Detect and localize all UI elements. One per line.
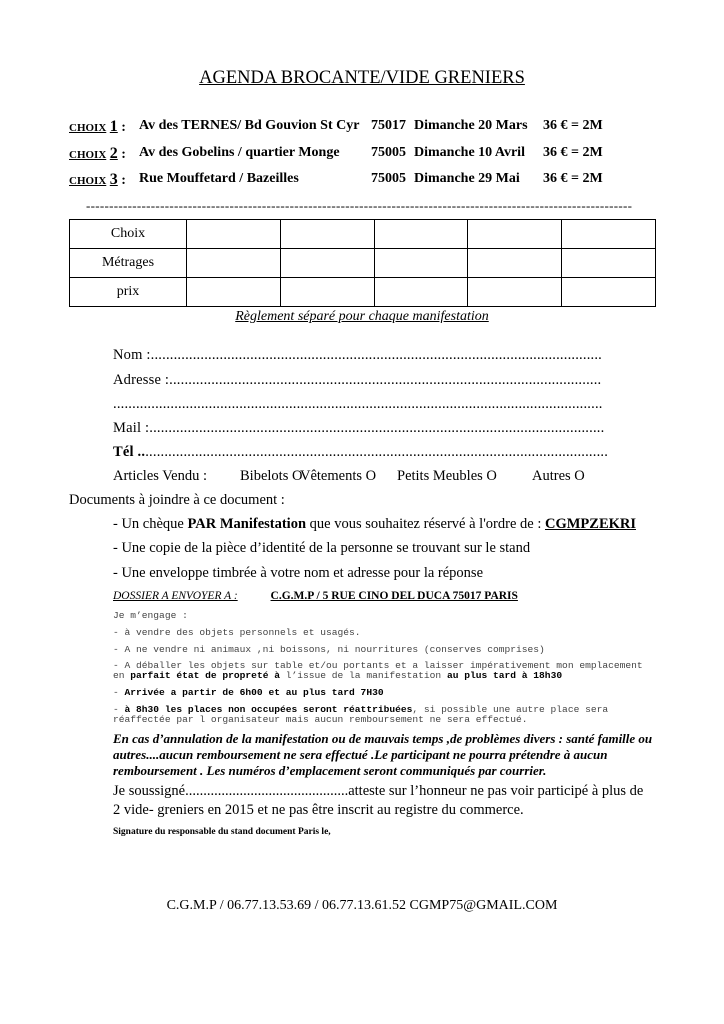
- choice-number: 2: [109, 145, 118, 162]
- cheque-mid: que vous souhaitez réservé à l'ordre de :: [306, 516, 545, 532]
- selection-table: [69, 219, 656, 307]
- option-vetements[interactable]: Vêtements O: [300, 468, 377, 484]
- choice-separator: :: [121, 147, 126, 162]
- tel-label: Tél ..: [113, 444, 146, 460]
- table-cell[interactable]: [187, 278, 281, 307]
- choice-date: Dimanche 29 Mai: [414, 171, 520, 186]
- engagement-intro: Je m’engage :: [113, 610, 188, 621]
- tel-dots: .........................................................................................................................: [145, 444, 609, 460]
- choice-postcode: 75017: [371, 118, 406, 133]
- engagement-item: - A ne vendre ni animaux ,ni boissons, ni nourritures (conserves comprises): [113, 644, 545, 655]
- adresse-field[interactable]: Adresse :.................................................................................................................: [113, 372, 602, 388]
- dossier-address: C.G.M.P / 5 RUE CINO DEL DUCA 75017 PARIS: [270, 590, 518, 602]
- table-cell[interactable]: [468, 249, 562, 278]
- documents-intro: Documents à joindre à ce document :: [69, 492, 285, 508]
- table-row: [70, 220, 656, 249]
- choice-location: Rue Mouffetard / Bazeilles: [139, 171, 299, 186]
- choice-line-2: [69, 145, 659, 163]
- table-cell[interactable]: [562, 278, 656, 307]
- table-cell[interactable]: [374, 249, 468, 278]
- page-title: AGENDA BROCANTE/VIDE GRENIERS: [199, 68, 525, 88]
- mail-field[interactable]: Mail :.......................................................................................................................: [113, 420, 605, 436]
- table-cell[interactable]: [468, 278, 562, 307]
- table-cell[interactable]: [468, 220, 562, 249]
- item3-mid: l’issue de la manifestation: [279, 670, 447, 681]
- item4-bold: Arrivée a partir de 6h00 et au plus tard 7H30: [124, 687, 384, 698]
- cheque-bold: PAR Manifestation: [187, 516, 307, 532]
- choice-price: 36 € = 2M: [543, 118, 603, 133]
- doc-item-cheque: [113, 516, 636, 533]
- table-cell[interactable]: [374, 278, 468, 307]
- engagement-item-3-line1: - A déballer les objets sur table et/ou portants et a laisser impérativement mon emplacement: [113, 660, 643, 671]
- choice-price: 36 € = 2M: [543, 171, 603, 186]
- dossier-label: DOSSIER A ENVOYER A :: [113, 590, 238, 602]
- cancellation-warning: En cas d’annulation de la manifestation ou de mauvais temps ,de problèmes divers : santé famille ou autres....aucun remboursement ne sera effectué .Le participant ne pourra prétendre à aucun remboursement . Les numéros d’emplacement seront communiqués par courrier.: [113, 731, 653, 778]
- item4-dash: -: [113, 687, 125, 698]
- choice-prefix: CHOIX: [69, 175, 107, 187]
- choice-prefix: CHOIX: [69, 122, 107, 134]
- row-label-prix: prix: [70, 278, 187, 307]
- engagement-item-5-line2: réaffectée par l organisateur mais aucun remboursement ne sera effectué.: [113, 714, 528, 725]
- table-row: [70, 278, 656, 307]
- articles-label: Articles Vendu :: [113, 468, 207, 484]
- option-bibelots[interactable]: Bibelots O: [240, 468, 303, 484]
- table-row: [70, 249, 656, 278]
- cheque-prefix: - Un chèque: [113, 516, 188, 532]
- item5-dash: -: [113, 704, 125, 715]
- table-cell[interactable]: [562, 220, 656, 249]
- engagement-item-4: [113, 687, 384, 698]
- choice-postcode: 75005: [371, 171, 406, 186]
- dossier-line: [113, 590, 518, 602]
- item3-bold-time: au plus tard à 18h30: [446, 670, 563, 681]
- item3-bold: parfait état de propreté à: [130, 670, 280, 681]
- choice-location: Av des TERNES/ Bd Gouvion St Cyr: [139, 118, 360, 133]
- doc-item-envelope: - Une enveloppe timbrée à votre nom et adresse pour la réponse: [113, 565, 484, 581]
- choice-date: Dimanche 20 Mars: [414, 118, 528, 133]
- tel-field[interactable]: [113, 444, 608, 461]
- option-autres[interactable]: Autres O: [532, 468, 585, 484]
- table-cell[interactable]: [562, 249, 656, 278]
- table-cell[interactable]: [280, 249, 374, 278]
- item5-bold: à 8h30 les places non occupées seront réattribuées: [124, 704, 413, 715]
- reglement-note: Règlement séparé pour chaque manifestation: [235, 309, 489, 324]
- articles-line: [113, 468, 588, 485]
- choice-date: Dimanche 10 Avril: [414, 145, 525, 160]
- choice-number: 1: [109, 118, 118, 135]
- table-cell[interactable]: [187, 249, 281, 278]
- signature-line: Signature du responsable du stand document Paris le,: [113, 827, 331, 837]
- table-cell[interactable]: [280, 220, 374, 249]
- choice-number: 3: [109, 171, 118, 188]
- choice-separator: :: [121, 120, 126, 135]
- choice-price: 36 € = 2M: [543, 145, 603, 160]
- table-cell[interactable]: [374, 220, 468, 249]
- item3-pre: en: [113, 670, 131, 681]
- choice-location: Av des Gobelins / quartier Monge: [139, 145, 340, 160]
- row-label-metrages: Métrages: [70, 249, 187, 278]
- dashed-separator: ----------------------------------------------------------------------------------------------------------------------: [86, 198, 633, 213]
- doc-item-id: - Une copie de la pièce d’identité de la personne se trouvant sur le stand: [113, 540, 531, 556]
- option-petits-meubles[interactable]: Petits Meubles O: [397, 468, 497, 484]
- row-label-choix: Choix: [70, 220, 187, 249]
- item5-rest: , si possible une autre place sera: [412, 704, 609, 715]
- engagement-item: - à vendre des objets personnels et usagés.: [113, 627, 361, 638]
- attestation-text: Je soussigné.............................................atteste sur l’honneur ne pas voir participé à plus de 2 vide- greniers en 2015 et ne pas être inscrit au registre du commerce.: [113, 783, 644, 818]
- choice-prefix: CHOIX: [69, 149, 107, 161]
- table-cell[interactable]: [280, 278, 374, 307]
- nom-field[interactable]: Nom :......................................................................................................................: [113, 347, 603, 363]
- adresse-field-line2[interactable]: ................................................................................................................................: [113, 396, 603, 412]
- choice-line-1: [69, 118, 659, 136]
- footer-contact: C.G.M.P / 06.77.13.53.69 / 06.77.13.61.52 CGMP75@GMAIL.COM: [166, 898, 558, 913]
- cheque-payee: CGMPZEKRI: [544, 516, 637, 532]
- choice-postcode: 75005: [371, 145, 406, 160]
- choice-separator: :: [121, 173, 126, 188]
- choice-line-3: [69, 171, 659, 189]
- engagement-item-3-line2: [113, 670, 562, 681]
- table-cell[interactable]: [187, 220, 281, 249]
